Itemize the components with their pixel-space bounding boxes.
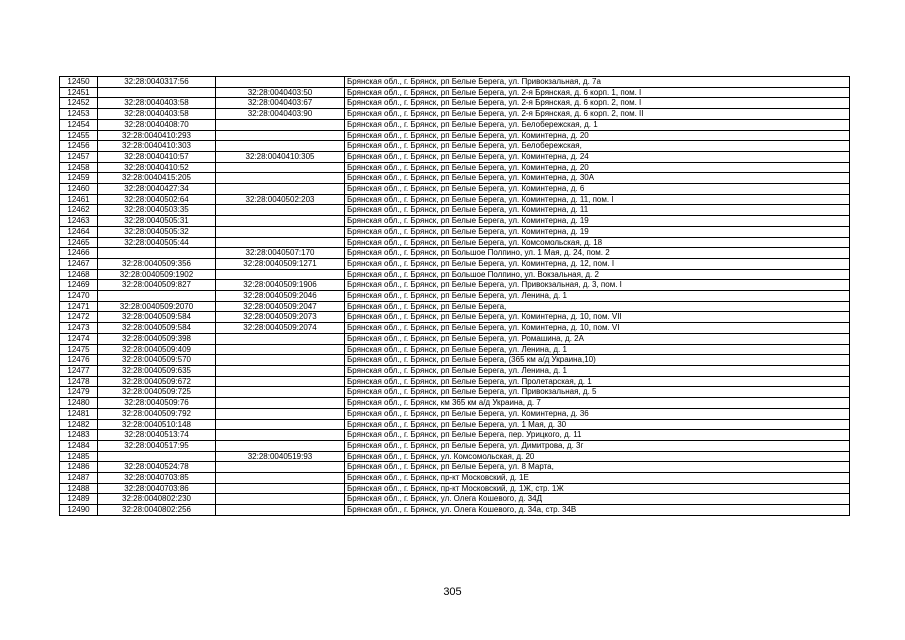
related-cadastral-number-cell bbox=[216, 216, 345, 227]
address-cell: Брянская обл., г. Брянск, рп Белые Берега, ул. Коминтерна, д. 24 bbox=[345, 151, 850, 162]
address-cell: Брянская обл., г. Брянск, рп Белые Берега, ул. 2-я Брянская, д. 6 корп. 2, пом. I bbox=[345, 98, 850, 109]
cadastral-number-cell: 32:28:0040509:672 bbox=[98, 376, 216, 387]
address-cell: Брянская обл., г. Брянск, пр-кт Московский, д. 1Ж, стр. 1Ж bbox=[345, 483, 850, 494]
address-cell: Брянская обл., г. Брянск, рп Белые Берега, пер. Урицкого, д. 11 bbox=[345, 430, 850, 441]
table-row bbox=[60, 216, 850, 227]
cadastral-number-cell: 32:28:0040509:584 bbox=[98, 312, 216, 323]
row-number-cell: 12484 bbox=[60, 440, 98, 451]
row-number-cell: 12459 bbox=[60, 173, 98, 184]
related-cadastral-number-cell: 32:28:0040403:50 bbox=[216, 87, 345, 98]
cadastral-number-cell: 32:28:0040410:52 bbox=[98, 162, 216, 173]
cadastral-number-cell: 32:28:0040505:44 bbox=[98, 237, 216, 248]
cadastral-number-cell: 32:28:0040509:356 bbox=[98, 258, 216, 269]
table-row bbox=[60, 130, 850, 141]
row-number-cell: 12464 bbox=[60, 226, 98, 237]
related-cadastral-number-cell bbox=[216, 184, 345, 195]
address-cell: Брянская обл., г. Брянск, рп Большое Полпино, ул. 1 Мая, д. 24, пом. 2 bbox=[345, 248, 850, 259]
table-row bbox=[60, 258, 850, 269]
related-cadastral-number-cell bbox=[216, 226, 345, 237]
address-cell: Брянская обл., г. Брянск, рп Белые Берега, ул. 1 Мая, д. 30 bbox=[345, 419, 850, 430]
row-number-cell: 12467 bbox=[60, 258, 98, 269]
row-number-cell: 12479 bbox=[60, 387, 98, 398]
cadastral-number-cell: 32:28:0040410:57 bbox=[98, 151, 216, 162]
row-number-cell: 12458 bbox=[60, 162, 98, 173]
related-cadastral-number-cell bbox=[216, 365, 345, 376]
cadastral-number-cell: 32:28:0040509:1902 bbox=[98, 269, 216, 280]
cadastral-number-cell: 32:28:0040503:35 bbox=[98, 205, 216, 216]
row-number-cell: 12457 bbox=[60, 151, 98, 162]
address-cell: Брянская обл., г. Брянск, рп Белые Берега, ул. Коминтерна, д. 10, пом. VI bbox=[345, 323, 850, 334]
row-number-cell: 12480 bbox=[60, 398, 98, 409]
table-row bbox=[60, 398, 850, 409]
row-number-cell: 12488 bbox=[60, 483, 98, 494]
page-number: 305 bbox=[443, 586, 462, 598]
related-cadastral-number-cell: 32:28:0040410:305 bbox=[216, 151, 345, 162]
row-number-cell: 12472 bbox=[60, 312, 98, 323]
address-cell: Брянская обл., г. Брянск, ул. Олега Кошевого, д. 34а, стр. 34В bbox=[345, 505, 850, 516]
address-cell: Брянская обл., г. Брянск, рп Белые Берега, ул. Привокзальная, д. 5 bbox=[345, 387, 850, 398]
related-cadastral-number-cell bbox=[216, 430, 345, 441]
table-row bbox=[60, 141, 850, 152]
address-cell: Брянская обл., г. Брянск, рп Белые Берега, (365 км а/д Украина,10) bbox=[345, 355, 850, 366]
cadastral-number-cell bbox=[98, 451, 216, 462]
table-row bbox=[60, 365, 850, 376]
related-cadastral-number-cell: 32:28:0040403:90 bbox=[216, 109, 345, 120]
row-number-cell: 12455 bbox=[60, 130, 98, 141]
address-cell: Брянская обл., г. Брянск, рп Большое Полпино, ул. Вокзальная, д. 2 bbox=[345, 269, 850, 280]
address-cell: Брянская обл., г. Брянск, рп Белые Берега, ул. Ромашина, д. 2А bbox=[345, 333, 850, 344]
related-cadastral-number-cell bbox=[216, 344, 345, 355]
cadastral-number-cell: 32:28:0040403:58 bbox=[98, 109, 216, 120]
row-number-cell: 12454 bbox=[60, 119, 98, 130]
address-cell: Брянская обл., г. Брянск, рп Белые Берега, ул. Белобережская, bbox=[345, 141, 850, 152]
cadastral-number-cell: 32:28:0040509:584 bbox=[98, 323, 216, 334]
cadastral-number-cell: 32:28:0040427:34 bbox=[98, 184, 216, 195]
row-number-cell: 12489 bbox=[60, 494, 98, 505]
table-row bbox=[60, 344, 850, 355]
address-cell: Брянская обл., г. Брянск, рп Белые Берега, ул. 2-я Брянская, д. 6 корп. 1, пом. I bbox=[345, 87, 850, 98]
address-cell: Брянская обл., г. Брянск, рп Белые Берега, ул. Ленина, д. 1 bbox=[345, 365, 850, 376]
table-row bbox=[60, 109, 850, 120]
address-cell: Брянская обл., г. Брянск, рп Белые Берега, ул. 8 Марта, bbox=[345, 462, 850, 473]
cadastral-number-cell bbox=[98, 87, 216, 98]
row-number-cell: 12483 bbox=[60, 430, 98, 441]
table-row bbox=[60, 312, 850, 323]
table-row bbox=[60, 408, 850, 419]
row-number-cell: 12476 bbox=[60, 355, 98, 366]
related-cadastral-number-cell bbox=[216, 173, 345, 184]
row-number-cell: 12477 bbox=[60, 365, 98, 376]
related-cadastral-number-cell bbox=[216, 408, 345, 419]
table-row bbox=[60, 451, 850, 462]
related-cadastral-number-cell bbox=[216, 333, 345, 344]
row-number-cell: 12471 bbox=[60, 301, 98, 312]
cadastral-number-cell: 32:28:0040509:398 bbox=[98, 333, 216, 344]
address-cell: Брянская обл., г. Брянск, рп Белые Берега, ул. Коминтерна, д. 19 bbox=[345, 226, 850, 237]
table-row bbox=[60, 194, 850, 205]
row-number-cell: 12487 bbox=[60, 473, 98, 484]
cadastral-number-cell: 32:28:0040505:32 bbox=[98, 226, 216, 237]
table-row bbox=[60, 462, 850, 473]
row-number-cell: 12474 bbox=[60, 333, 98, 344]
row-number-cell: 12453 bbox=[60, 109, 98, 120]
address-cell: Брянская обл., г. Брянск, рп Белые Берега, ул. Димитрова, д. 3г bbox=[345, 440, 850, 451]
table-row bbox=[60, 237, 850, 248]
address-cell: Брянская обл., г. Брянск, ул. Олега Кошевого, д. 34Д bbox=[345, 494, 850, 505]
table-row bbox=[60, 301, 850, 312]
cadastral-number-cell: 32:28:0040509:635 bbox=[98, 365, 216, 376]
row-number-cell: 12452 bbox=[60, 98, 98, 109]
cadastral-number-cell: 32:28:0040415:205 bbox=[98, 173, 216, 184]
address-cell: Брянская обл., г. Брянск, рп Белые Берега, ул. Пролетарская, д. 1 bbox=[345, 376, 850, 387]
address-cell: Брянская обл., г. Брянск, ул. Комсомольская, д. 20 bbox=[345, 451, 850, 462]
address-cell: Брянская обл., г. Брянск, рп Белые Берега, ул. Коминтерна, д. 19 bbox=[345, 216, 850, 227]
related-cadastral-number-cell bbox=[216, 462, 345, 473]
table-row bbox=[60, 430, 850, 441]
row-number-cell: 12478 bbox=[60, 376, 98, 387]
row-number-cell: 12460 bbox=[60, 184, 98, 195]
address-cell: Брянская обл., г. Брянск, рп Белые Берега, ул. Коминтерна, д. 36 bbox=[345, 408, 850, 419]
table-row bbox=[60, 333, 850, 344]
address-cell: Брянская обл., г. Брянск, рп Белые Берега, ул. 2-я Брянская, д. 6 корп. 2, пом. II bbox=[345, 109, 850, 120]
table-row bbox=[60, 173, 850, 184]
row-number-cell: 12450 bbox=[60, 77, 98, 88]
table-row bbox=[60, 505, 850, 516]
registry-table-body bbox=[60, 77, 850, 516]
related-cadastral-number-cell: 32:28:0040507:170 bbox=[216, 248, 345, 259]
cadastral-number-cell: 32:28:0040703:86 bbox=[98, 483, 216, 494]
table-row bbox=[60, 77, 850, 88]
table-row bbox=[60, 376, 850, 387]
cadastral-number-cell: 32:28:0040502:64 bbox=[98, 194, 216, 205]
related-cadastral-number-cell: 32:28:0040403:67 bbox=[216, 98, 345, 109]
related-cadastral-number-cell bbox=[216, 119, 345, 130]
table-row bbox=[60, 483, 850, 494]
table-row bbox=[60, 494, 850, 505]
row-number-cell: 12463 bbox=[60, 216, 98, 227]
cadastral-number-cell: 32:28:0040510:148 bbox=[98, 419, 216, 430]
related-cadastral-number-cell bbox=[216, 269, 345, 280]
row-number-cell: 12490 bbox=[60, 505, 98, 516]
cadastral-number-cell: 32:28:0040524:78 bbox=[98, 462, 216, 473]
address-cell: Брянская обл., г. Брянск, рп Белые Берега, bbox=[345, 301, 850, 312]
address-cell: Брянская обл., г. Брянск, рп Белые Берега, ул. Коминтерна, д. 10, пом. VII bbox=[345, 312, 850, 323]
related-cadastral-number-cell bbox=[216, 355, 345, 366]
related-cadastral-number-cell bbox=[216, 141, 345, 152]
table-row bbox=[60, 87, 850, 98]
address-cell: Брянская обл., г. Брянск, рп Белые Берега, ул. Коминтерна, д. 6 bbox=[345, 184, 850, 195]
cadastral-number-cell: 32:28:0040802:230 bbox=[98, 494, 216, 505]
row-number-cell: 12485 bbox=[60, 451, 98, 462]
row-number-cell: 12465 bbox=[60, 237, 98, 248]
cadastral-number-cell: 32:28:0040408:70 bbox=[98, 119, 216, 130]
cadastral-number-cell: 32:28:0040509:2070 bbox=[98, 301, 216, 312]
address-cell: Брянская обл., г. Брянск, рп Белые Берега, ул. Коминтерна, д. 12, пом. I bbox=[345, 258, 850, 269]
related-cadastral-number-cell bbox=[216, 387, 345, 398]
address-cell: Брянская обл., г. Брянск, рп Белые Берега, ул. Привокзальная, д. 7а bbox=[345, 77, 850, 88]
row-number-cell: 12469 bbox=[60, 280, 98, 291]
row-number-cell: 12462 bbox=[60, 205, 98, 216]
related-cadastral-number-cell bbox=[216, 130, 345, 141]
related-cadastral-number-cell bbox=[216, 483, 345, 494]
row-number-cell: 12486 bbox=[60, 462, 98, 473]
row-number-cell: 12456 bbox=[60, 141, 98, 152]
address-cell: Брянская обл., г. Брянск, рп Белые Берега, ул. Ленина, д. 1 bbox=[345, 344, 850, 355]
related-cadastral-number-cell: 32:28:0040509:2046 bbox=[216, 291, 345, 302]
related-cadastral-number-cell: 32:28:0040509:2047 bbox=[216, 301, 345, 312]
address-cell: Брянская обл., г. Брянск, пр-кт Московский, д. 1Е bbox=[345, 473, 850, 484]
table-row bbox=[60, 387, 850, 398]
address-cell: Брянская обл., г. Брянск, рп Белые Берега, ул. Коминтерна, д. 20 bbox=[345, 162, 850, 173]
related-cadastral-number-cell bbox=[216, 376, 345, 387]
table-row bbox=[60, 323, 850, 334]
related-cadastral-number-cell bbox=[216, 205, 345, 216]
row-number-cell: 12473 bbox=[60, 323, 98, 334]
cadastral-number-cell: 32:28:0040317:56 bbox=[98, 77, 216, 88]
table-row bbox=[60, 162, 850, 173]
cadastral-number-cell: 32:28:0040509:792 bbox=[98, 408, 216, 419]
table-row bbox=[60, 440, 850, 451]
related-cadastral-number-cell bbox=[216, 473, 345, 484]
cadastral-number-cell: 32:28:0040703:85 bbox=[98, 473, 216, 484]
row-number-cell: 12468 bbox=[60, 269, 98, 280]
cadastral-number-cell: 32:28:0040509:409 bbox=[98, 344, 216, 355]
table-row bbox=[60, 280, 850, 291]
related-cadastral-number-cell: 32:28:0040509:1271 bbox=[216, 258, 345, 269]
cadastral-number-cell: 32:28:0040509:570 bbox=[98, 355, 216, 366]
cadastral-number-cell bbox=[98, 291, 216, 302]
row-number-cell: 12461 bbox=[60, 194, 98, 205]
address-cell: Брянская обл., г. Брянск, рп Белые Берега, ул. Комсомольская, д. 18 bbox=[345, 237, 850, 248]
related-cadastral-number-cell: 32:28:0040519:93 bbox=[216, 451, 345, 462]
address-cell: Брянская обл., г. Брянск, рп Белые Берега, ул. Коминтерна, д. 11, пом. I bbox=[345, 194, 850, 205]
row-number-cell: 12481 bbox=[60, 408, 98, 419]
table-row bbox=[60, 184, 850, 195]
address-cell: Брянская обл., г. Брянск, рп Белые Берега, ул. Коминтерна, д. 30А bbox=[345, 173, 850, 184]
cadastral-number-cell: 32:28:0040505:31 bbox=[98, 216, 216, 227]
related-cadastral-number-cell bbox=[216, 494, 345, 505]
cadastral-number-cell: 32:28:0040517:95 bbox=[98, 440, 216, 451]
table-row bbox=[60, 269, 850, 280]
row-number-cell: 12451 bbox=[60, 87, 98, 98]
table-row bbox=[60, 151, 850, 162]
table-row bbox=[60, 291, 850, 302]
related-cadastral-number-cell bbox=[216, 237, 345, 248]
cadastral-number-cell: 32:28:0040509:76 bbox=[98, 398, 216, 409]
address-cell: Брянская обл., г. Брянск, рп Белые Берега, ул. Ленина, д. 1 bbox=[345, 291, 850, 302]
cadastral-number-cell bbox=[98, 248, 216, 259]
related-cadastral-number-cell: 32:28:0040509:1906 bbox=[216, 280, 345, 291]
address-cell: Брянская обл., г. Брянск, км 365 км а/д Украина, д. 7 bbox=[345, 398, 850, 409]
cadastral-number-cell: 32:28:0040513:74 bbox=[98, 430, 216, 441]
row-number-cell: 12466 bbox=[60, 248, 98, 259]
row-number-cell: 12470 bbox=[60, 291, 98, 302]
table-row bbox=[60, 119, 850, 130]
related-cadastral-number-cell bbox=[216, 77, 345, 88]
cadastral-number-cell: 32:28:0040403:58 bbox=[98, 98, 216, 109]
related-cadastral-number-cell bbox=[216, 162, 345, 173]
address-cell: Брянская обл., г. Брянск, рп Белые Берега, ул. Белобережская, д. 1 bbox=[345, 119, 850, 130]
table-row bbox=[60, 355, 850, 366]
table-row bbox=[60, 419, 850, 430]
registry-table bbox=[59, 76, 850, 516]
cadastral-number-cell: 32:28:0040509:725 bbox=[98, 387, 216, 398]
cadastral-number-cell: 32:28:0040410:293 bbox=[98, 130, 216, 141]
address-cell: Брянская обл., г. Брянск, рп Белые Берега, ул. Коминтерна, д. 11 bbox=[345, 205, 850, 216]
table-row bbox=[60, 473, 850, 484]
related-cadastral-number-cell: 32:28:0040509:2074 bbox=[216, 323, 345, 334]
address-cell: Брянская обл., г. Брянск, рп Белые Берега, ул. Коминтерна, д. 20 bbox=[345, 130, 850, 141]
related-cadastral-number-cell bbox=[216, 505, 345, 516]
table-row bbox=[60, 248, 850, 259]
row-number-cell: 12475 bbox=[60, 344, 98, 355]
table-row bbox=[60, 205, 850, 216]
cadastral-number-cell: 32:28:0040802:256 bbox=[98, 505, 216, 516]
cadastral-number-cell: 32:28:0040410:303 bbox=[98, 141, 216, 152]
table-row bbox=[60, 98, 850, 109]
cadastral-number-cell: 32:28:0040509:827 bbox=[98, 280, 216, 291]
related-cadastral-number-cell bbox=[216, 419, 345, 430]
related-cadastral-number-cell bbox=[216, 398, 345, 409]
table-row bbox=[60, 226, 850, 237]
related-cadastral-number-cell: 32:28:0040509:2073 bbox=[216, 312, 345, 323]
related-cadastral-number-cell: 32:28:0040502:203 bbox=[216, 194, 345, 205]
address-cell: Брянская обл., г. Брянск, рп Белые Берега, ул. Привокзальная, д. 3, пом. I bbox=[345, 280, 850, 291]
related-cadastral-number-cell bbox=[216, 440, 345, 451]
row-number-cell: 12482 bbox=[60, 419, 98, 430]
